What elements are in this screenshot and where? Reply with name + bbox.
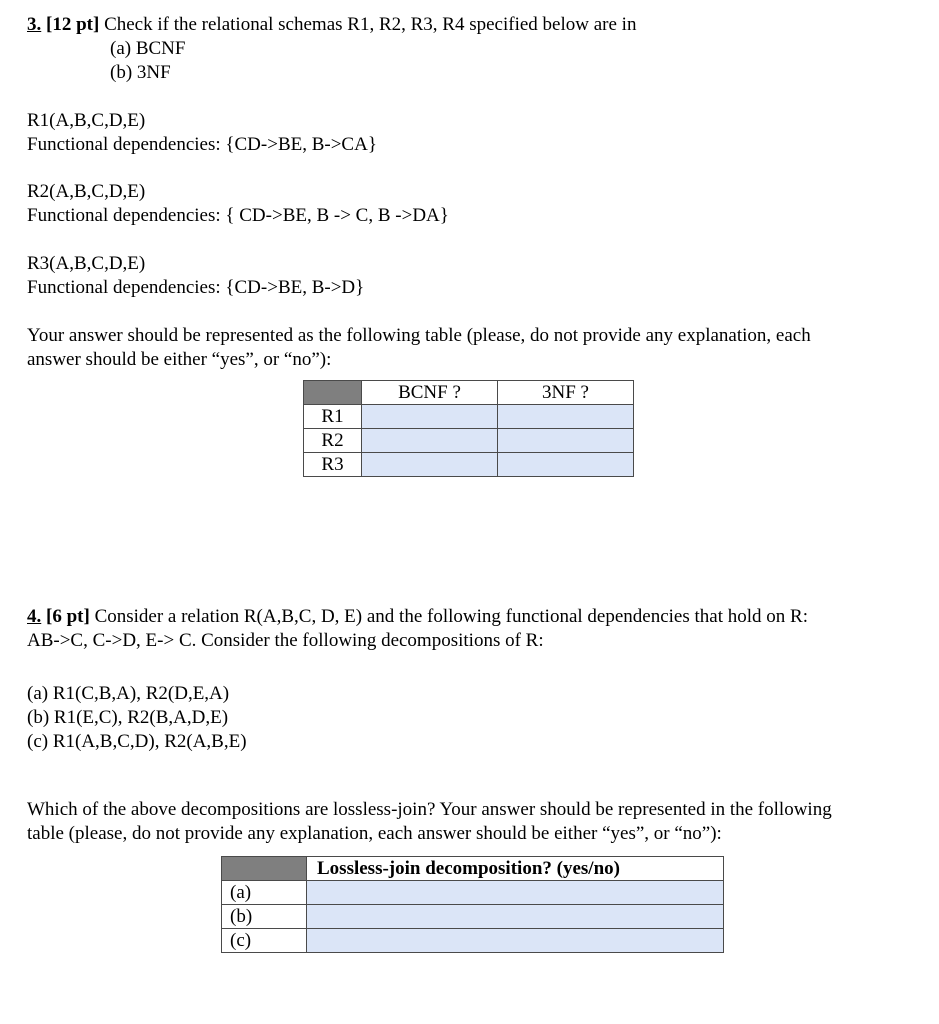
- table-row: [222, 929, 724, 953]
- q3-r2-relation: R2(A,B,C,D,E): [27, 181, 146, 202]
- q3-prompt: Check if the relational schemas R1, R2, R3, R4 specified below are in: [104, 14, 637, 35]
- q4-decomp-b: (b) R1(E,C), R2(B,A,D,E): [27, 707, 229, 728]
- row-label-c: (c): [222, 929, 307, 953]
- q4-heading: [27, 605, 808, 628]
- row-label-r3: R3: [304, 453, 362, 477]
- q4-decomp-c: (c) R1(A,B,C,D), R2(A,B,E): [27, 731, 247, 752]
- q4-prompt-line2: AB->C, C->D, E-> C. Consider the following decompositions of R:: [27, 630, 544, 651]
- answer-cell-r2-bcnf[interactable]: [362, 429, 498, 453]
- q4-decomp-a: (a) R1(C,B,A), R2(D,E,A): [27, 683, 230, 704]
- q3-heading: [27, 13, 636, 36]
- col-header-lossless: Lossless-join decomposition? (yes/no): [307, 857, 724, 881]
- table-corner-cell: [222, 857, 307, 881]
- q3-option-a: (a) BCNF: [110, 38, 186, 59]
- q4-number: 4.: [27, 606, 42, 627]
- row-label-r1: R1: [304, 405, 362, 429]
- row-label-r2: R2: [304, 429, 362, 453]
- col-header-3nf: 3NF ?: [498, 381, 634, 405]
- q3-r1-relation: R1(A,B,C,D,E): [27, 110, 146, 131]
- answer-cell-r3-bcnf[interactable]: [362, 453, 498, 477]
- q3-r1-fds: Functional dependencies: {CD->BE, B->CA}: [27, 134, 377, 155]
- q4-question-line2: table (please, do not provide any explanation, each answer should be either “yes”, or “no”):: [27, 823, 722, 844]
- answer-cell-r3-3nf[interactable]: [498, 453, 634, 477]
- q3-points: [12 pt]: [46, 14, 100, 35]
- answer-cell-r2-3nf[interactable]: [498, 429, 634, 453]
- table-row: [222, 905, 724, 929]
- q3-instructions-line1: Your answer should be represented as the following table (please, do not provide any explanation, each: [27, 325, 811, 346]
- q3-number: 3.: [27, 14, 42, 35]
- answer-cell-c[interactable]: [307, 929, 724, 953]
- q3-r3-fds: Functional dependencies: {CD->BE, B->D}: [27, 277, 365, 298]
- table-row: [304, 453, 634, 477]
- q4-prompt-line1: Consider a relation R(A,B,C, D, E) and the following functional dependencies that hold on R:: [94, 606, 808, 627]
- table-row: [222, 857, 724, 881]
- table-corner-cell: [304, 381, 362, 405]
- q3-r2-fds: Functional dependencies: { CD->BE, B -> C, B ->DA}: [27, 205, 449, 226]
- q3-instructions-line2: answer should be either “yes”, or “no”):: [27, 349, 332, 370]
- q3-option-b: (b) 3NF: [110, 62, 171, 83]
- answer-cell-b[interactable]: [307, 905, 724, 929]
- answer-cell-r1-3nf[interactable]: [498, 405, 634, 429]
- q4-points: [6 pt]: [46, 606, 90, 627]
- answer-cell-r1-bcnf[interactable]: [362, 405, 498, 429]
- row-label-b: (b): [222, 905, 307, 929]
- q3-answer-table: [303, 380, 634, 477]
- q4-answer-table: [221, 856, 724, 953]
- q4-question-line1: Which of the above decompositions are lossless-join? Your answer should be represented in the following: [27, 799, 832, 820]
- row-label-a: (a): [222, 881, 307, 905]
- q3-r3-relation: R3(A,B,C,D,E): [27, 253, 146, 274]
- table-row: [304, 429, 634, 453]
- answer-cell-a[interactable]: [307, 881, 724, 905]
- table-row: [304, 381, 634, 405]
- table-row: [304, 405, 634, 429]
- col-header-bcnf: BCNF ?: [362, 381, 498, 405]
- table-row: [222, 881, 724, 905]
